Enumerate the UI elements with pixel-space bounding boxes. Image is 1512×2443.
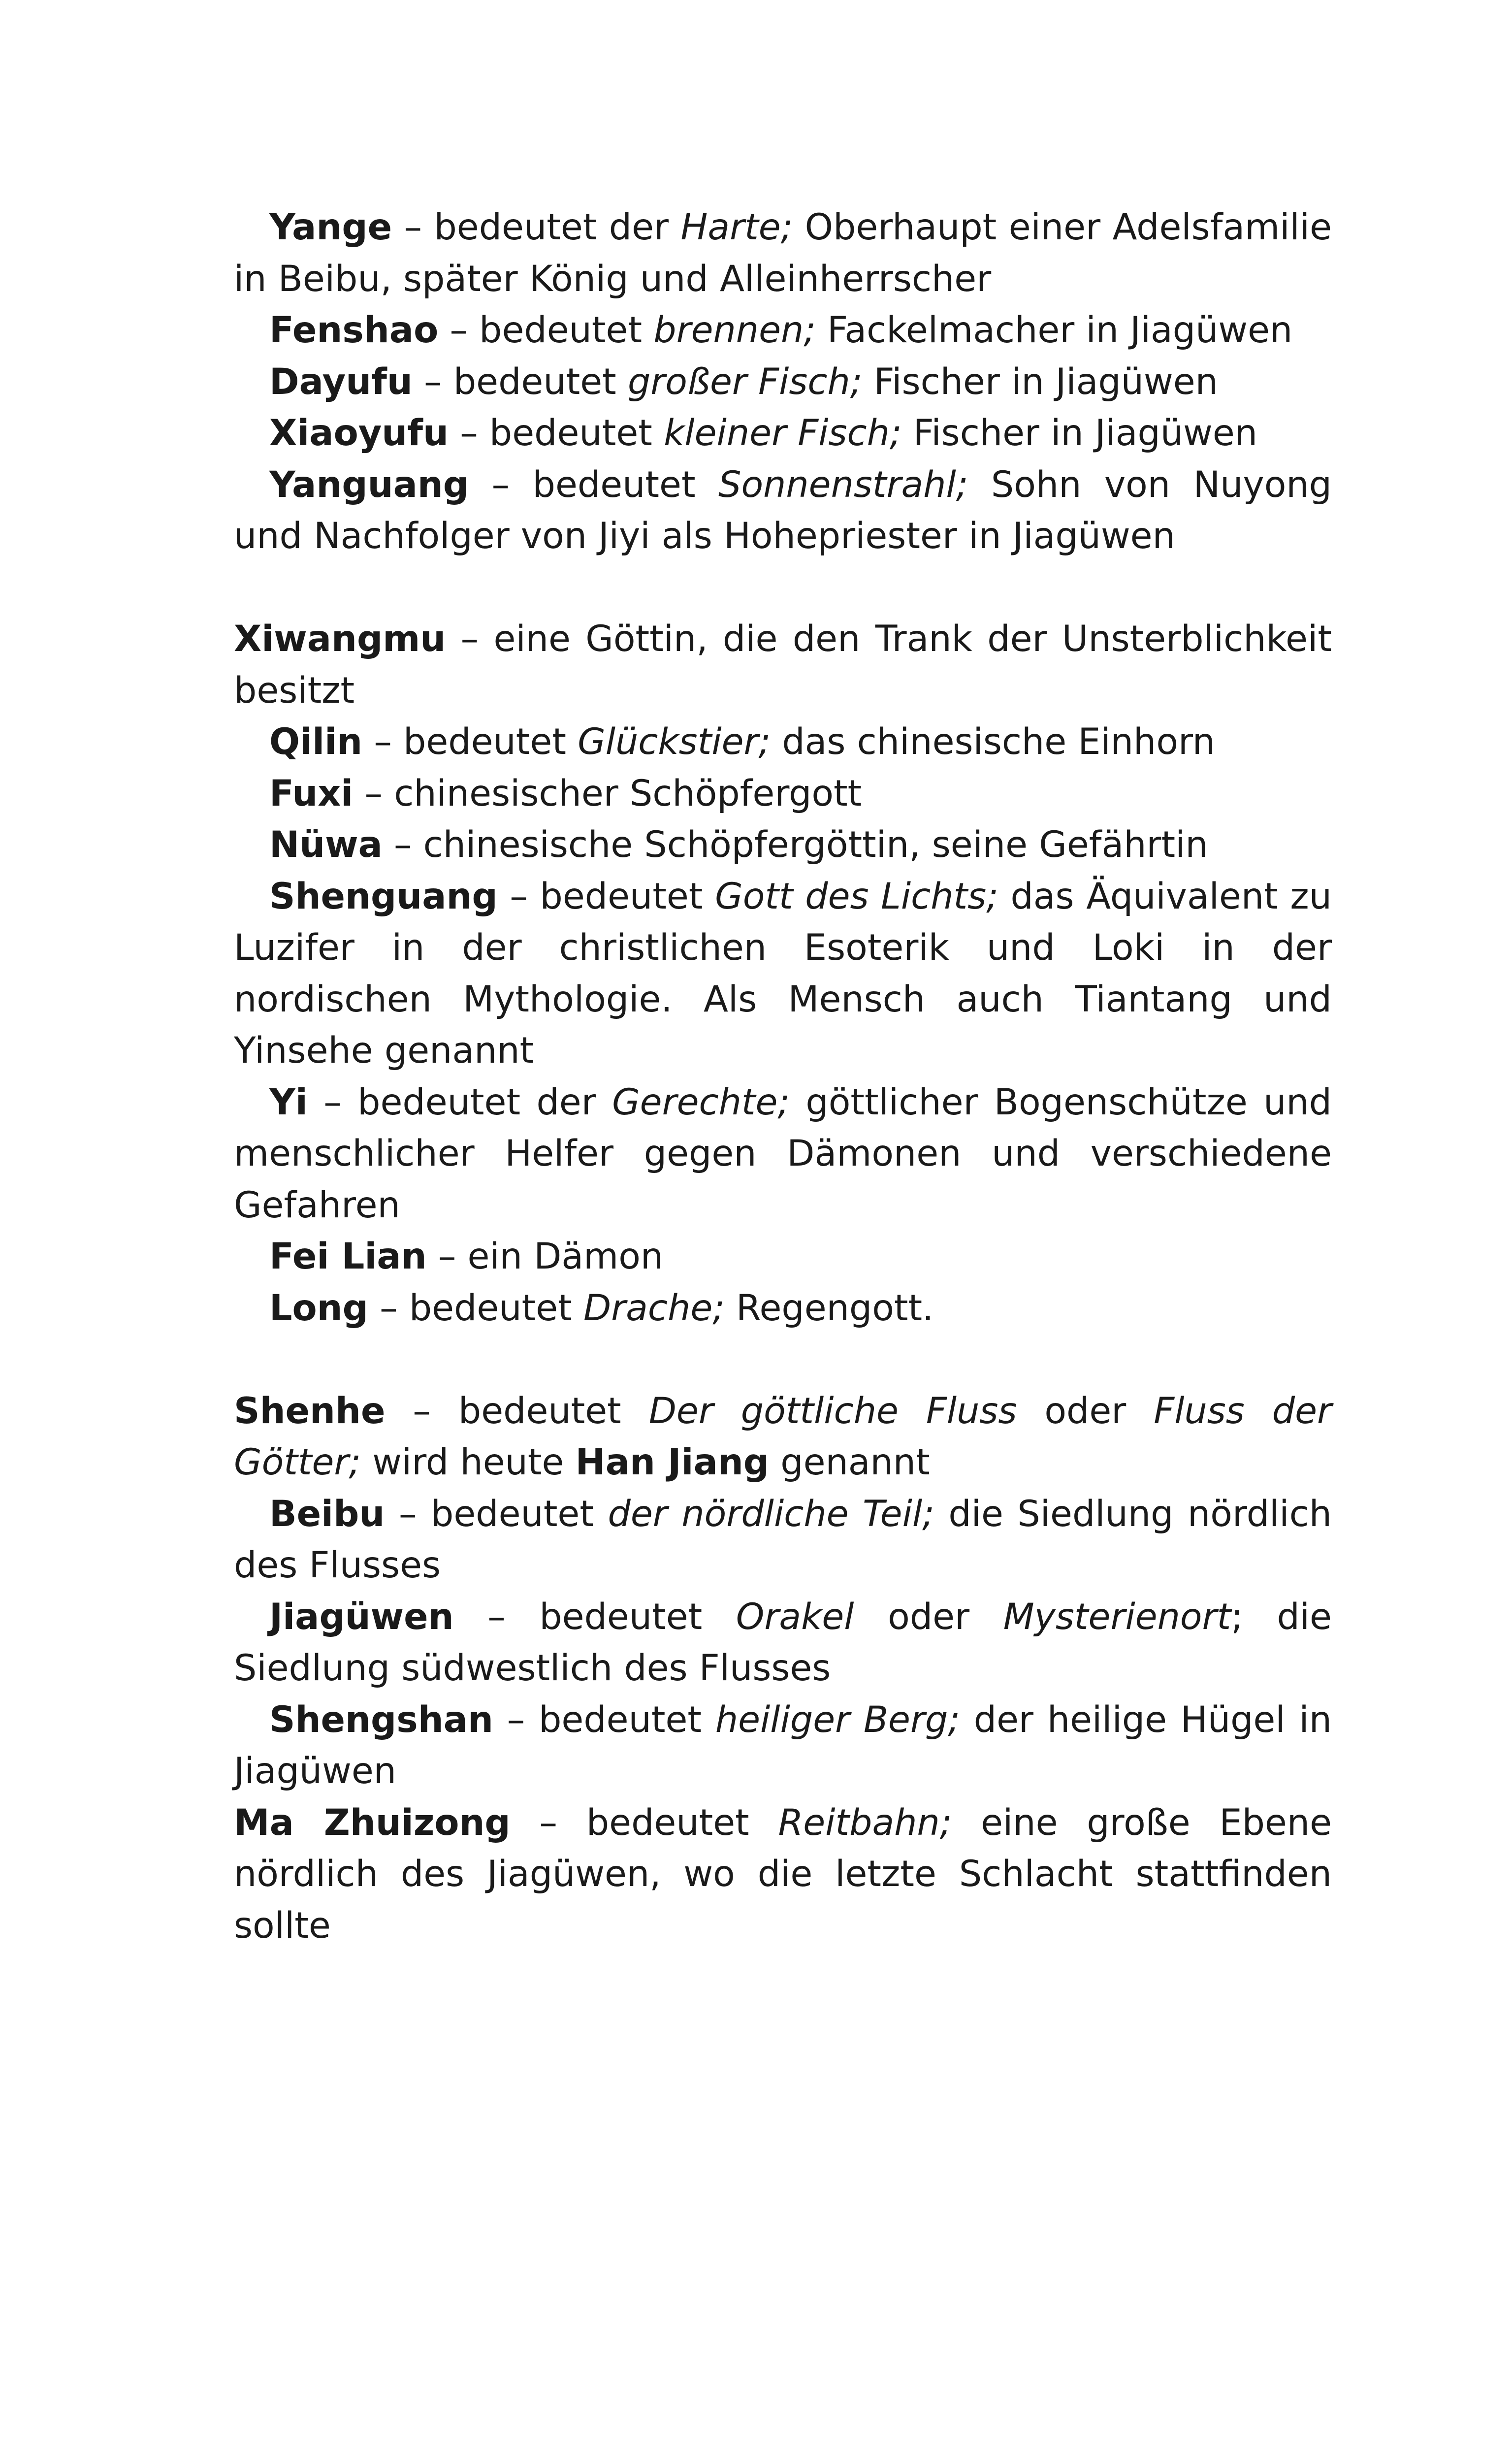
italic-meaning: Mysterienort xyxy=(1003,1596,1231,1638)
definition-text: oder xyxy=(1017,1390,1154,1432)
definition-text: Regengott. xyxy=(724,1287,934,1329)
glossary-entry xyxy=(234,1592,1332,1694)
glossary-term: Qilin xyxy=(269,721,363,763)
glossary-term: Shenhe xyxy=(234,1390,386,1432)
glossary-entry xyxy=(234,1489,1332,1592)
glossary-term: Dayufu xyxy=(269,360,413,403)
glossary-entry xyxy=(234,357,1332,408)
definition-text: Sohn von Nuyong und Nachfolger von Jiyi als Hohepriester in Jiagüwen xyxy=(234,463,1332,557)
definition-text: – bedeutet xyxy=(385,1390,649,1432)
glossary-term: Ma Zhuizong xyxy=(234,1801,511,1844)
italic-meaning: der nördliche Teil; xyxy=(608,1493,934,1535)
glossary-entry xyxy=(234,1797,1332,1952)
definition-text: wird heute xyxy=(361,1441,576,1483)
group-separator xyxy=(234,1334,1332,1386)
glossary-term: Shenguang xyxy=(269,875,498,917)
definition-text: – bedeutet xyxy=(453,1596,736,1638)
italic-meaning: brennen; xyxy=(653,309,816,351)
definition-text: – bedeutet xyxy=(362,721,578,763)
glossary-group xyxy=(234,614,1332,1334)
glossary-group xyxy=(234,1386,1332,1952)
glossary-entry xyxy=(234,1386,1332,1489)
italic-meaning: Harte; xyxy=(680,206,793,248)
definition-text: – bedeutet xyxy=(469,463,719,506)
definition-text: eine große Ebene nördlich des Jiagüwen, wo die letzte Schlacht stattfinden sollte xyxy=(234,1801,1332,1947)
glossary-entry xyxy=(234,717,1332,768)
glossary-term: Xiwangmu xyxy=(234,618,446,660)
italic-meaning: Fluss der Götter; xyxy=(234,1390,1332,1483)
glossary-term: Xiaoyufu xyxy=(269,412,449,454)
glossary-entry xyxy=(234,871,1332,1077)
glossary-entry xyxy=(234,1283,1332,1335)
glossary-entry xyxy=(234,768,1332,820)
definition-text: – bedeutet xyxy=(368,1287,583,1329)
glossary-term: Long xyxy=(269,1287,368,1329)
definition-text: der heilige Hügel in Jiagüwen xyxy=(234,1698,1332,1792)
italic-meaning: Reitbahn; xyxy=(778,1801,952,1844)
italic-meaning: heiliger Berg; xyxy=(715,1698,960,1741)
glossary-term: Fenshao xyxy=(269,309,439,351)
glossary-term: Shengshan xyxy=(269,1698,493,1741)
definition-text: göttlicher Bogenschütze und menschlicher Helfer gegen Dämonen und verschiedene Gefahren xyxy=(234,1081,1332,1226)
definition-text: – bedeutet der xyxy=(392,206,681,248)
definition-text: – chinesischer Schöpfergott xyxy=(353,772,862,814)
definition-text: – bedeutet xyxy=(493,1698,715,1741)
bold-name: Han Jiang xyxy=(575,1441,770,1483)
glossary-term: Fei Lian xyxy=(269,1236,427,1277)
glossary-entry xyxy=(234,202,1332,305)
definition-text: Oberhaupt einer Adelsfamilie in Beibu, später König und Alleinherrscher xyxy=(234,206,1332,300)
definition-text: das Äquivalent zu Luzifer in der christlichen Esoterik und Loki in der nordischen Mythologie. Als Mensch auch Tiantang und Yinsehe genannt xyxy=(234,875,1332,1072)
definition-text: – bedeutet xyxy=(412,360,628,403)
definition-text: – eine Göttin, die den Trank der Unsterblichkeit besitzt xyxy=(234,618,1332,712)
glossary-term: Yange xyxy=(269,206,392,248)
definition-text: – bedeutet xyxy=(385,1493,608,1535)
definition-text: – bedeutet xyxy=(438,309,654,351)
italic-meaning: kleiner Fisch; xyxy=(664,412,902,454)
glossary-entry xyxy=(234,614,1332,717)
glossary-term: Beibu xyxy=(269,1493,385,1535)
italic-meaning: Der göttliche Fluss xyxy=(648,1390,1017,1432)
definition-text: oder xyxy=(854,1596,1003,1638)
italic-meaning: großer Fisch; xyxy=(627,360,863,403)
glossary-entry xyxy=(234,819,1332,871)
italic-meaning: Sonnenstrahl; xyxy=(718,463,968,506)
definition-text: die Siedlung nördlich des Flusses xyxy=(234,1493,1332,1586)
glossary-group xyxy=(234,202,1332,562)
definition-text: – bedeutet xyxy=(510,1801,778,1844)
glossary-term: Yi xyxy=(269,1081,308,1123)
group-separator xyxy=(234,562,1332,614)
glossary-term: Fuxi xyxy=(269,772,354,814)
glossary-term: Nüwa xyxy=(269,824,383,866)
definition-text: – ein Dämon xyxy=(426,1236,664,1277)
definition-text: Fischer in Jiagüwen xyxy=(862,360,1218,403)
italic-meaning: Orakel xyxy=(736,1596,854,1638)
glossary-term: Yanguang xyxy=(269,463,469,506)
definition-text: Fischer in Jiagüwen xyxy=(901,412,1258,454)
glossary-entry xyxy=(234,305,1332,357)
glossary-entry xyxy=(234,1077,1332,1232)
definition-text: – bedeutet xyxy=(449,412,664,454)
definition-text: – chinesische Schöpfergöttin, seine Gefährtin xyxy=(382,824,1208,866)
definition-text: ; die Siedlung südwestlich des Flusses xyxy=(234,1596,1332,1689)
italic-meaning: Gott des Lichts; xyxy=(715,875,998,917)
glossary-entry xyxy=(234,1694,1332,1797)
definition-text: Fackelmacher in Jiagüwen xyxy=(815,309,1293,351)
italic-meaning: Drache; xyxy=(583,1287,725,1329)
definition-text: – bedeutet der xyxy=(307,1081,612,1123)
glossary-term: Jiagüwen xyxy=(269,1596,454,1638)
italic-meaning: Glückstier; xyxy=(578,721,771,763)
definition-text: genannt xyxy=(769,1441,930,1483)
glossary-page xyxy=(234,202,1332,1952)
definition-text: das chinesische Einhorn xyxy=(771,721,1215,763)
glossary-entry xyxy=(234,408,1332,459)
italic-meaning: Gerechte; xyxy=(612,1081,790,1123)
definition-text: – bedeutet xyxy=(497,875,715,917)
glossary-entry xyxy=(234,1231,1332,1283)
glossary-entry xyxy=(234,459,1332,562)
